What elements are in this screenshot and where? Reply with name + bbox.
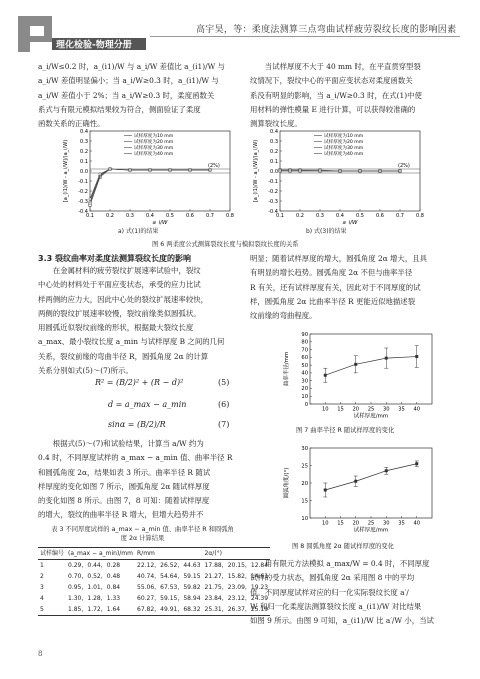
series-line xyxy=(325,464,417,490)
figure-6a-chart xyxy=(60,125,240,225)
y-tick-label: -0.3 xyxy=(78,198,88,205)
text-line: 用圆弧近似裂纹前缘的形状，根据最大裂纹长度 xyxy=(38,323,194,333)
band-label: (2%) xyxy=(208,163,220,169)
running-title: 高宇昊，等：柔度法测算三点弯曲试样疲劳裂纹长度的影响因素 xyxy=(196,25,457,35)
x-axis-label: 试样厚度/mm xyxy=(353,527,389,534)
y-tick-label: 50 xyxy=(301,362,308,369)
table-3 xyxy=(38,547,270,616)
y-tick-label: 20 xyxy=(301,480,308,487)
table-cell: 1.85，1.72，1.64 xyxy=(68,606,121,613)
x-tick-label: 0.8 xyxy=(226,213,234,219)
table-header: 2α/(°) xyxy=(204,550,223,557)
text-line: 样两侧的应力大，因此中心处的裂纹扩展速率较快， xyxy=(38,294,208,304)
figure-8-chart xyxy=(272,442,442,537)
text-line: a_max、最小裂纹长度 a_min 与试样厚度 B 之间的几何 xyxy=(38,337,225,347)
table-cell: 25.31，26.37，25.19 xyxy=(204,606,269,613)
x-tick-label: 0.4 xyxy=(146,213,154,219)
left-top-paragraph xyxy=(38,60,233,131)
data-point xyxy=(354,363,357,366)
x-tick-label: 0.1 xyxy=(86,213,94,219)
left-body-2 xyxy=(38,437,235,523)
x-tick-label: 0.2 xyxy=(106,213,114,219)
x-tick-label: 0.7 xyxy=(396,213,404,219)
legend-entry: 试样厚度为40 mm xyxy=(324,152,364,157)
table-cell: 21.75，23.09，19.23 xyxy=(204,584,269,591)
text-line: a_i/W≤0.2 时，a_(i1)/W 与 a_i/W 差值比 a_(i1)/W 与 xyxy=(38,62,225,71)
x-tick-label: 20 xyxy=(352,520,360,527)
data-point xyxy=(415,355,418,358)
x-tick-label: 0.5 xyxy=(166,213,174,219)
legend-entry: 试样厚度为40 mm xyxy=(134,152,174,157)
table-header: 试样编号 xyxy=(40,550,65,557)
series-line xyxy=(90,169,210,199)
text-line: 值。不同厚度试样对应的归一化实际裂纹长度 a′/ xyxy=(250,587,409,597)
x-tick-label: 35 xyxy=(398,520,405,527)
y-tick-label: 80 xyxy=(301,339,308,346)
text-line: 用有限元方法模拟 a_max/W = 0.4 时，不同厚度 xyxy=(264,559,430,568)
text-line: 纹前缘的弯曲程度。 xyxy=(250,311,317,321)
legend-entry: 试样厚度为30 mm xyxy=(324,146,364,151)
y-tick-label: 20 xyxy=(301,386,308,393)
table-cell: 17.88，20.15，12.84 xyxy=(204,562,269,569)
table-row xyxy=(38,582,270,593)
table-cell: 60.27，59.15，58.94 xyxy=(137,595,201,602)
right-body-1 xyxy=(250,252,448,323)
x-tick-label: 35 xyxy=(398,406,405,413)
header-rule xyxy=(150,36,460,37)
y-tick-label: 0.3 xyxy=(270,138,278,145)
y-tick-label: 25 xyxy=(301,463,308,470)
legend-entry: 试样厚度为20 mm xyxy=(324,140,364,145)
panel-a-label: a) 式(1)的结果 xyxy=(118,228,159,235)
text-line: 中心处的材料处于平面应变状态，承受的应力比试 xyxy=(38,280,201,290)
y-tick-label: 40 xyxy=(301,370,308,377)
text-line: 样，圆弧角度 2α 比曲率半径 R 更能近似地描述裂 xyxy=(250,296,416,306)
table-row xyxy=(38,571,270,582)
y-tick-label: -0.4 xyxy=(78,208,88,215)
y-tick-label: -0.3 xyxy=(268,198,278,205)
y-tick-label: 10 xyxy=(301,515,308,522)
x-tick-label: 20 xyxy=(352,406,360,413)
x-tick-label: 0.8 xyxy=(416,213,424,219)
journal-logo xyxy=(18,16,146,52)
y-tick-label: 90 xyxy=(301,331,308,338)
table-row xyxy=(38,560,270,572)
y-tick-label: 0.0 xyxy=(270,168,278,175)
table-cell: 21.27，15.82，14.61 xyxy=(204,573,269,580)
y-tick-label: -0.2 xyxy=(78,188,88,195)
x-tick-label: 15 xyxy=(337,406,344,413)
table-cell: 2 xyxy=(40,573,44,580)
right-body-2 xyxy=(250,557,448,628)
x-tick-label: 0.6 xyxy=(376,213,384,219)
table-row xyxy=(38,593,270,604)
x-axis-label: a_i/W xyxy=(342,220,358,225)
table-cell: 0.29，0.44，0.28 xyxy=(68,562,121,569)
x-tick-label: 40 xyxy=(413,520,421,527)
y-tick-label: 15 xyxy=(301,498,308,505)
section-heading: 3.3 裂纹曲率对柔度法测算裂纹长度的影响 xyxy=(38,254,191,263)
x-tick-label: 0.3 xyxy=(316,213,324,219)
right-top-paragraph xyxy=(250,60,448,131)
x-tick-label: 0.1 xyxy=(276,213,284,219)
table-cell: 22.12，26.52，44.63 xyxy=(137,562,201,569)
x-axis-label: a_i/W xyxy=(152,220,168,225)
page-number: 8 xyxy=(38,650,43,658)
band-label: (2%) xyxy=(398,163,410,169)
y-axis-label: [a_(i1)/W - a_i/W]/(a_i/W) xyxy=(253,139,259,203)
equation-7-number: (7) xyxy=(218,420,230,429)
text-line: W 和归一化柔度法测算裂纹长度 a_(i1)/W 对比结果 xyxy=(250,601,422,611)
y-tick-label: 0.0 xyxy=(80,168,88,175)
table-cell: 55.06，67.53，59.82 xyxy=(137,584,201,591)
series-line xyxy=(90,169,210,201)
x-tick-label: 0.4 xyxy=(336,213,344,219)
table-header: (a_max − a_min)/mm xyxy=(68,550,133,557)
x-tick-label: 10 xyxy=(321,520,329,527)
x-tick-label: 0.5 xyxy=(356,213,364,219)
x-tick-label: 0.2 xyxy=(296,213,304,219)
text-line: 关系，裂纹前缘的弯曲半径 R，圆弧角度 2α 的计算 xyxy=(38,351,209,361)
text-line: 两侧的裂纹扩展速率较慢，裂纹前缘类似圆弧状。 xyxy=(38,308,201,318)
series-line xyxy=(90,169,210,203)
series-line xyxy=(90,169,210,205)
y-axis-label: 圆弧角度/(°) xyxy=(284,467,290,499)
y-tick-label: 60 xyxy=(301,355,308,362)
text-line: 如图 9 所示。由图 9 可知，a_(i1)/W 比 a′/W 小，当试 xyxy=(250,616,434,626)
text-line: 的变化如图 8 所示。由图 7，8 可知：随着试样厚度 xyxy=(38,496,210,506)
equation-7: sinα = (B/2)/R xyxy=(108,420,166,429)
plot-frame xyxy=(310,448,432,518)
y-axis-label: [a_(i1)/W - a_i/W]/(a_i/W) xyxy=(63,139,69,203)
text-line: 系没有明显的影响，当 a_i/W≥0.3 时，在式(1)中使 xyxy=(250,90,422,100)
text-line: 系式与有限元模拟结果较为符合，侧面验证了柔度 xyxy=(38,104,201,114)
left-body-1 xyxy=(38,264,235,378)
plot-frame xyxy=(310,334,432,404)
x-tick-label: 10 xyxy=(321,406,329,413)
data-point xyxy=(385,357,388,360)
y-tick-label: 0 xyxy=(304,401,308,408)
text-line: 纹情况下，裂纹中心的平面应变状态对柔度函数关 xyxy=(250,76,413,86)
text-line: 关系分别如式(5)～(7)所示。 xyxy=(38,366,133,376)
data-point xyxy=(354,480,357,483)
data-point xyxy=(415,462,418,465)
y-tick-label: 10 xyxy=(301,394,308,401)
x-tick-label: 30 xyxy=(382,520,390,527)
text-line: 的增大，裂纹的曲率半径 R 增大，但增大趋势并不 xyxy=(38,510,204,520)
table-cell: 40.74，54.64，59.15 xyxy=(137,573,201,580)
legend-entry: 试样厚度为20 mm xyxy=(134,140,174,145)
table-row xyxy=(38,604,270,616)
x-tick-label: 15 xyxy=(337,520,344,527)
equation-5: R² = (B/2)² + (R − d)² xyxy=(95,378,184,387)
y-tick-label: 30 xyxy=(301,378,308,385)
figure-8-caption: 图 8 圆弧角度 2α 随试样厚度的变化 xyxy=(292,543,395,550)
text-line: R 有关，还有试样厚度有关，因此对于不同厚度的试 xyxy=(250,282,421,292)
y-tick-label: -0.4 xyxy=(268,208,278,215)
y-tick-label: 0.1 xyxy=(270,158,278,165)
x-tick-label: 0.6 xyxy=(186,213,194,219)
data-point xyxy=(385,469,388,472)
text-line: 和圆弧角度 2α，结果如表 3 所示。曲率半径 R 随试 xyxy=(38,467,211,477)
panel-b-label: b) 式(3)的结果 xyxy=(306,228,347,235)
legend-entry: 试样厚度为10 mm xyxy=(324,134,364,139)
table-cell: 0.70，0.52，0.48 xyxy=(68,573,121,580)
data-point xyxy=(324,374,327,377)
y-tick-label: -0.1 xyxy=(268,178,278,185)
text-line: 明显；随着试样厚度的增大，圆弧角度 2α 增大，且具 xyxy=(250,254,427,263)
x-tick-label: 0.7 xyxy=(206,213,214,219)
text-line: 有明显的增长趋势。圆弧角度 2α 不但与曲率半径 xyxy=(250,268,413,278)
table-3-caption: 表 3 不同厚度试样的 a_max − a_min 值、曲率半径 R 和圆弧角度 2α 计算结果 xyxy=(51,526,234,542)
text-line: a_i/W 差值明显偏小；当 a_i/W≥0.3 时，a_(i1)/W 与 xyxy=(38,76,219,86)
series-line xyxy=(325,357,417,376)
text-line: 测算裂纹长度。 xyxy=(250,119,302,129)
y-tick-label: -0.1 xyxy=(78,178,88,185)
equation-6: d = a_max − a_min xyxy=(108,400,187,409)
text-line: 在金属材料的疲劳裂纹扩展速率试验中，裂纹 xyxy=(52,266,201,275)
y-tick-label: 0.1 xyxy=(80,158,88,165)
figure-7-chart xyxy=(272,328,442,423)
x-tick-label: 30 xyxy=(382,406,390,413)
text-line: 当试样厚度不大于 40 mm 时，在平直贯穿型裂 xyxy=(264,62,421,71)
y-tick-label: 0.4 xyxy=(80,128,88,135)
text-line: 函数关系的正确性。 xyxy=(38,119,105,129)
y-tick-label: 70 xyxy=(301,347,308,354)
y-tick-label: -0.2 xyxy=(268,188,278,195)
equation-6-number: (6) xyxy=(218,400,230,409)
legend-entry: 试样厚度为30 mm xyxy=(134,146,174,151)
data-point xyxy=(324,489,327,492)
y-tick-label: 30 xyxy=(301,445,308,452)
table-cell: 0.95，1.01，0.84 xyxy=(68,584,121,591)
table-cell: 4 xyxy=(40,595,44,602)
y-tick-label: 0.2 xyxy=(270,148,278,155)
x-tick-label: 40 xyxy=(413,406,421,413)
figure-6b-chart xyxy=(250,125,430,225)
y-tick-label: 0.3 xyxy=(80,138,88,145)
table-cell: 67.82，49.91，68.32 xyxy=(137,606,201,613)
journal-name: 理化检验-物理分册 xyxy=(56,40,132,51)
figure-6-caption: 图 6 两柔度公式测算裂纹长度与模拟裂纹长度的关系 xyxy=(152,241,299,248)
x-axis-label: 试样厚度/mm xyxy=(353,413,389,420)
x-tick-label: 25 xyxy=(367,520,375,527)
y-tick-label: 0.4 xyxy=(270,128,278,135)
text-line: 样厚度的变化如图 7 所示，圆弧角度 2α 随试样厚度 xyxy=(38,481,210,491)
equation-5-number: (5) xyxy=(218,378,230,387)
text-line: 用材料的弹性模量 E 进行计算，可以获得较准确的 xyxy=(250,104,416,114)
text-line: a_i/W 差值小于 2%；当 a_i/W≥0.3 时，柔度函数关 xyxy=(38,90,215,100)
table-cell: 1 xyxy=(40,562,44,569)
figure-7-caption: 图 7 曲率半径 R 随试样厚度的变化 xyxy=(296,427,395,434)
table-cell: 5 xyxy=(40,606,44,613)
y-axis-label: 曲率半径/mm xyxy=(284,351,290,387)
table-cell: 3 xyxy=(40,584,44,591)
legend-entry: 试样厚度为10 mm xyxy=(134,134,174,139)
table-header: R/mm xyxy=(137,550,155,557)
text-line: 根据式(5)～(7)和试验结果，计算当 a/W 约为 xyxy=(52,439,204,448)
table-cell: 1.30，1.28，1.33 xyxy=(68,595,121,602)
x-tick-label: 0.3 xyxy=(126,213,134,219)
text-line: 0.4 时，不同厚度试样的 a_max − a_min 值、曲率半径 R xyxy=(38,453,233,463)
table-cell: 23.84，23.12，24.39 xyxy=(204,595,269,602)
y-tick-label: 0.2 xyxy=(80,148,88,155)
x-tick-label: 25 xyxy=(367,406,375,413)
text-line: 试样的受力状态，圆弧角度 2α 采用图 8 中的平均 xyxy=(250,573,415,583)
